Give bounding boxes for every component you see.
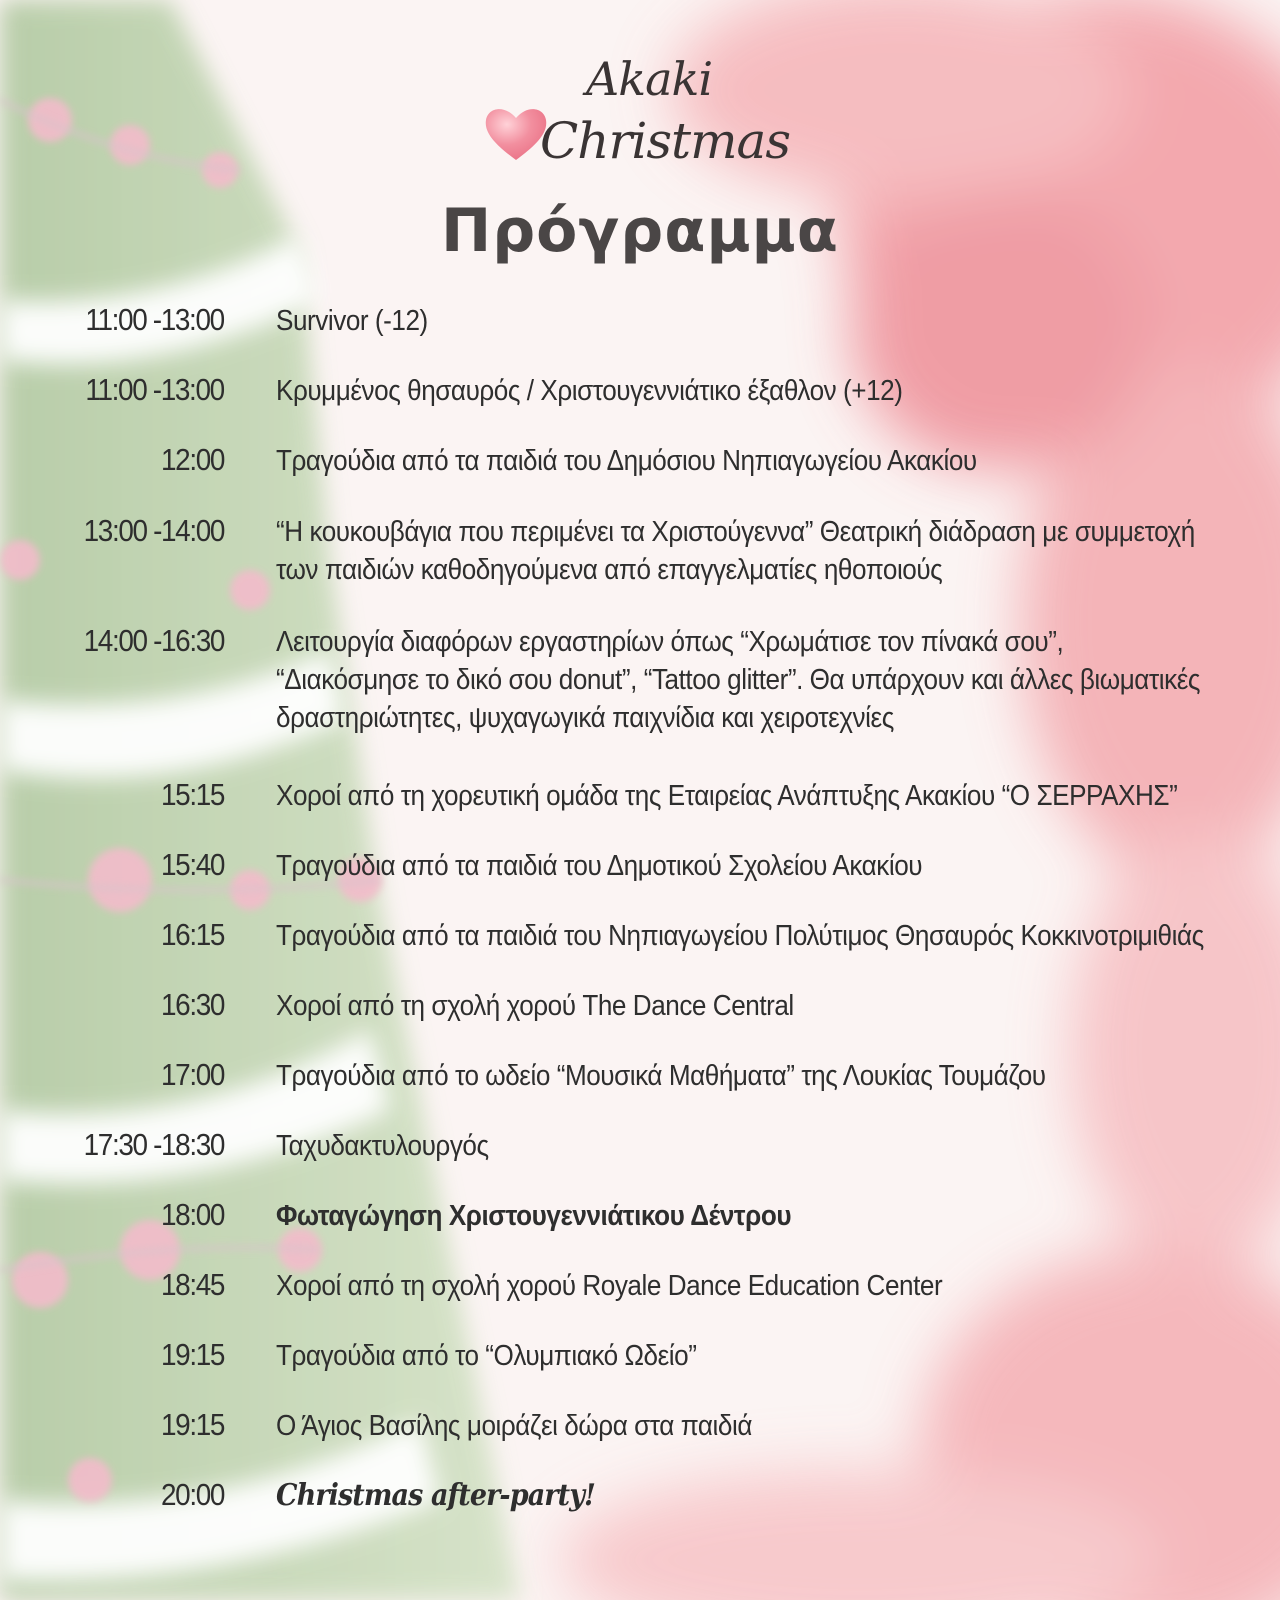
logo-text-christmas: Christmas bbox=[540, 112, 790, 170]
schedule-event: Λειτουργία διαφόρων εργαστηρίων όπως “Χρωμάτισε τον πίνακά σου”, “Διακόσμησε το δικό σου donut”, “Tattoo glitter”. Θα υπάρχουν και άλλες βιωματικές δραστηριώτητες, ψυχαγωγικά παιχνίδια και χειροτεχνίες bbox=[276, 626, 1201, 734]
schedule-time: 11:00 -13:00 bbox=[85, 302, 224, 337]
page-title: Πρόγραμμα bbox=[441, 196, 839, 266]
schedule-time: 11:00 -13:00 bbox=[85, 372, 224, 407]
schedule-time: 18:45 bbox=[160, 1267, 224, 1302]
schedule-event: “Η κουκουβάγια που περιμένει τα Χριστούγεννα” Θεατρική διάδραση με συμμετοχή των παιδιών καθοδηγούμενα από επαγγελματίες ηθοποιούς bbox=[276, 516, 1195, 586]
schedule-event: Τραγούδια από τα παιδιά του Δημοτικού Σχολείου Ακακίου bbox=[276, 850, 923, 882]
schedule-time: 15:40 bbox=[160, 847, 224, 882]
schedule-time: 16:30 bbox=[160, 987, 224, 1022]
schedule-event: Χοροί από τη χορευτική ομάδα της Εταιρείας Ανάπτυξης Ακακίου “Ο ΣΕΡΡΑΧΗΣ” bbox=[276, 780, 1178, 812]
schedule-time: 19:15 bbox=[160, 1337, 224, 1372]
schedule-time: 18:00 bbox=[160, 1197, 224, 1232]
schedule-event: Κρυμμένος θησαυρός / Χριστουγεννιάτικο έξαθλον (+12) bbox=[276, 375, 903, 407]
schedule-event: Χοροί από τη σχολή χορού The Dance Central bbox=[276, 990, 794, 1022]
logo-text-akaki: Akaki bbox=[586, 52, 713, 106]
schedule-event: Τραγούδια από το ωδείο “Μουσικά Μαθήματα” της Λουκίας Τουμάζου bbox=[276, 1060, 1046, 1092]
schedule-time: 15:15 bbox=[160, 777, 224, 812]
schedule-event-highlight: Φωταγώγηση Χριστουγεννιάτικου Δέντρου bbox=[276, 1200, 792, 1232]
schedule-time: 12:00 bbox=[160, 442, 224, 477]
schedule-event-party: Christmas after-party! bbox=[276, 1478, 595, 1513]
schedule-time: 19:15 bbox=[160, 1407, 224, 1442]
schedule-event: Τραγούδια από τα παιδιά του Νηπιαγωγείου Πολύτιμος Θησαυρός Κοκκινοτριμιθιάς bbox=[276, 920, 1204, 952]
schedule-time: 17:00 bbox=[160, 1057, 224, 1092]
schedule-time: 14:00 -16:30 bbox=[83, 623, 224, 658]
schedule-time: 16:15 bbox=[160, 917, 224, 952]
schedule-time: 17:30 -18:30 bbox=[83, 1127, 224, 1162]
schedule-event: Ο Άγιος Βασίλης μοιράζει δώρα στα παιδιά bbox=[276, 1410, 752, 1442]
schedule-event: Χοροί από τη σχολή χορού Royale Dance Education Center bbox=[276, 1270, 943, 1302]
schedule-event: Τραγούδια από το “Ολυμπιακό Ωδείο” bbox=[276, 1340, 697, 1372]
schedule-event: Survivor (-12) bbox=[276, 305, 428, 337]
schedule-time: 13:00 -14:00 bbox=[83, 513, 224, 548]
schedule-event: Τραγούδια από τα παιδιά του Δημόσιου Νηπιαγωγείου Ακακίου bbox=[276, 445, 977, 477]
schedule-time: 20:00 bbox=[160, 1477, 224, 1512]
schedule-event: Ταχυδακτυλουργός bbox=[276, 1130, 489, 1162]
